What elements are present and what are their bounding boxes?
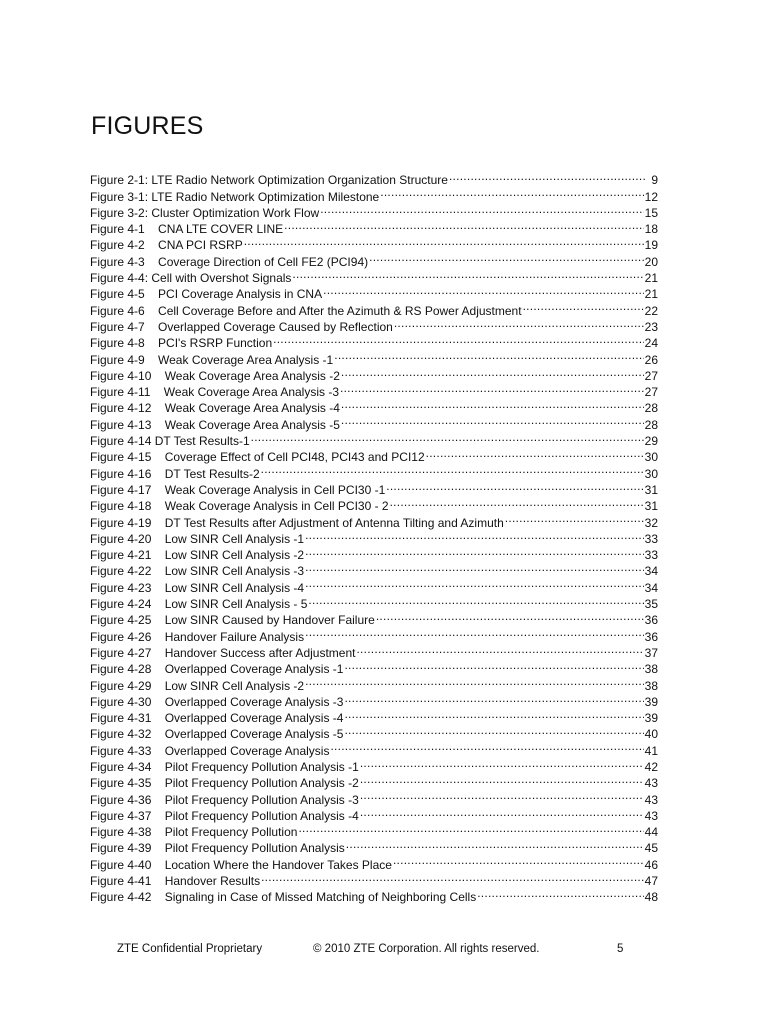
footer-confidential: ZTE Confidential Proprietary: [117, 943, 263, 955]
toc-entry-page: 32: [644, 515, 658, 530]
toc-entry-label: Figure 4-31 Overlapped Coverage Analysis -4: [90, 711, 344, 726]
toc-entry-page: 47: [644, 874, 658, 889]
toc-entry-page: 39: [644, 694, 658, 709]
toc-entry-page: 33: [644, 531, 658, 546]
toc-dot-leader: [505, 510, 644, 526]
toc-entry-label: Figure 4-3 Coverage Direction of Cell FE2 (PCI94): [90, 254, 369, 269]
toc-dot-leader: [298, 820, 643, 836]
toc-dot-leader: [305, 543, 644, 559]
toc-entry-label: Figure 4-30 Overlapped Coverage Analysis -3: [90, 694, 344, 709]
toc-dot-leader: [305, 673, 644, 689]
toc-entry-label: Figure 4-36 Pilot Frequency Pollution Analysis -3: [90, 792, 359, 807]
toc-entry-page: 27: [644, 385, 658, 400]
toc-dot-leader: [393, 852, 644, 868]
toc-entry-label: Figure 4-7 Overlapped Coverage Caused by Reflection: [90, 319, 393, 334]
page-title: FIGURES: [91, 112, 204, 140]
toc-entry-page: 34: [644, 580, 658, 595]
toc-dot-leader: [334, 347, 643, 363]
toc-dot-leader: [340, 380, 644, 396]
toc-dot-leader: [330, 738, 643, 754]
toc-entry-page: 29: [644, 434, 658, 449]
toc-dot-leader: [305, 527, 644, 543]
toc-entry-label: Figure 4-28 Overlapped Coverage Analysis -1: [90, 662, 344, 677]
toc-entry-page: 36: [644, 613, 658, 628]
toc-entry-page: 23: [644, 319, 658, 334]
toc-entry-page: 43: [644, 792, 658, 807]
toc-dot-leader: [273, 331, 644, 347]
toc-entry-page: 39: [644, 711, 658, 726]
toc-entry-label: Figure 4-41 Handover Results: [90, 874, 261, 889]
toc-entry-label: Figure 3-1: LTE Radio Network Optimization Milestone: [90, 189, 380, 204]
toc-entry-label: Figure 4-1 CNA LTE COVER LINE: [90, 222, 284, 237]
toc-entry-label: Figure 4-32 Overlapped Coverage Analysis -5: [90, 727, 344, 742]
toc-dot-leader: [394, 315, 644, 331]
toc-entry-page: 45: [644, 841, 658, 856]
toc-dot-leader: [284, 217, 643, 233]
toc-dot-leader: [426, 445, 644, 461]
toc-entry-page: 19: [644, 238, 658, 253]
toc-dot-leader: [346, 836, 644, 852]
toc-entry-label: Figure 4-14 DT Test Results-1: [90, 434, 250, 449]
toc-entry-label: Figure 4-24 Low SINR Cell Analysis - 5: [90, 597, 308, 612]
toc-dot-leader: [390, 494, 644, 510]
toc-dot-leader: [376, 608, 644, 624]
toc-dot-leader: [380, 184, 643, 200]
toc-dot-leader: [449, 168, 647, 184]
toc-entry-page: 9: [651, 173, 658, 188]
toc-entry-label: Figure 4-34 Pilot Frequency Pollution Analysis -1: [90, 759, 359, 774]
toc-entry-label: Figure 4-40 Location Where the Handover Takes Place: [90, 857, 392, 872]
toc-entry-label: Figure 2-1: LTE Radio Network Optimization Organization Structure: [90, 173, 448, 188]
toc-entry-page: 41: [644, 743, 658, 758]
toc-entry-page: 21: [644, 287, 658, 302]
toc-entry-label: Figure 4-12 Weak Coverage Area Analysis -4: [90, 401, 340, 416]
toc-entry-page: 36: [644, 629, 658, 644]
toc-entry-page: 21: [644, 271, 658, 286]
figure-list: [90, 168, 658, 905]
toc-entry-page: 46: [644, 857, 658, 872]
toc-entry-page: 44: [644, 825, 658, 840]
toc-dot-leader: [261, 869, 644, 885]
toc-entry-label: Figure 4-9 Weak Coverage Area Analysis -1: [90, 352, 334, 367]
toc-entry-page: 30: [644, 450, 658, 465]
toc-dot-leader: [386, 478, 643, 494]
footer-copyright: © 2010 ZTE Corporation. All rights reserved.: [313, 943, 540, 955]
toc-dot-leader: [261, 461, 644, 477]
toc-entry-page: 24: [644, 336, 658, 351]
toc-entry-page: 34: [644, 564, 658, 579]
toc-entry-page: 28: [644, 417, 658, 432]
toc-entry-label: Figure 4-29 Low SINR Cell Analysis -2: [90, 678, 305, 693]
toc-dot-leader: [360, 755, 644, 771]
toc-entry-page: 30: [644, 466, 658, 481]
toc-dot-leader: [477, 885, 643, 901]
toc-dot-leader: [320, 201, 643, 217]
toc-entry-label: Figure 4-33 Overlapped Coverage Analysis: [90, 743, 330, 758]
toc-entry-page: 38: [644, 678, 658, 693]
toc-entry-page: 22: [644, 303, 658, 318]
toc-dot-leader: [244, 233, 644, 249]
toc-dot-leader: [251, 429, 644, 445]
toc-dot-leader: [341, 412, 644, 428]
toc-entry-page: 15: [644, 205, 658, 220]
toc-dot-leader: [341, 396, 644, 412]
toc-entry-page: 31: [644, 499, 658, 514]
toc-entry-label: Figure 4-26 Handover Failure Analysis: [90, 629, 305, 644]
toc-dot-leader: [356, 641, 643, 657]
toc-dot-leader: [305, 559, 644, 575]
toc-entry-page: 43: [644, 808, 658, 823]
toc-entry-page: 35: [644, 597, 658, 612]
toc-dot-leader: [360, 787, 644, 803]
toc-entry-label: Figure 4-27 Handover Success after Adjustment: [90, 645, 356, 660]
toc-dot-leader: [292, 266, 643, 282]
toc-entry-label: Figure 3-2: Cluster Optimization Work Flow: [90, 205, 320, 220]
toc-dot-leader: [360, 771, 644, 787]
toc-entry-label: Figure 4-23 Low SINR Cell Analysis -4: [90, 580, 305, 595]
toc-entry-label: Figure 4-2 CNA PCI RSRP: [90, 238, 243, 253]
toc-entry[interactable]: [90, 168, 658, 188]
toc-dot-leader: [344, 706, 643, 722]
toc-entry-page: 26: [644, 352, 658, 367]
toc-entry-label: Figure 4-39 Pilot Frequency Pollution Analysis: [90, 841, 345, 856]
toc-entry-page: 42: [644, 759, 658, 774]
toc-entry-label: Figure 4-10 Weak Coverage Area Analysis -2: [90, 368, 340, 383]
toc-entry-label: Figure 4-20 Low SINR Cell Analysis -1: [90, 531, 305, 546]
toc-entry-label: Figure 4-35 Pilot Frequency Pollution Analysis -2: [90, 776, 359, 791]
toc-entry-label: Figure 4-11 Weak Coverage Area Analysis -3: [90, 385, 340, 400]
toc-entry-label: Figure 4-42 Signaling in Case of Missed Matching of Neighboring Cells: [90, 890, 477, 905]
toc-entry-label: Figure 4-13 Weak Coverage Area Analysis -5: [90, 417, 340, 432]
toc-entry-page: 27: [644, 368, 658, 383]
toc-entry-label: Figure 4-4: Cell with Overshot Signals: [90, 271, 292, 286]
toc-entry-label: Figure 4-15 Coverage Effect of Cell PCI48, PCI43 and PCI12: [90, 450, 425, 465]
toc-entry-page: 20: [644, 254, 658, 269]
footer-page-number: 5: [617, 943, 624, 955]
toc-dot-leader: [344, 690, 643, 706]
toc-dot-leader: [308, 592, 643, 608]
toc-entry-label: Figure 4-16 DT Test Results-2: [90, 466, 260, 481]
toc-entry-label: Figure 4-37 Pilot Frequency Pollution Analysis -4: [90, 808, 359, 823]
toc-dot-leader: [344, 722, 643, 738]
toc-entry-page: 37: [644, 645, 658, 660]
toc-entry-label: Figure 4-17 Weak Coverage Analysis in Cell PCI30 -1: [90, 482, 386, 497]
toc-dot-leader: [344, 657, 643, 673]
toc-entry-page: 33: [644, 548, 658, 563]
toc-entry-page: 40: [644, 727, 658, 742]
toc-entry-label: Figure 4-5 PCI Coverage Analysis in CNA: [90, 287, 323, 302]
toc-entry-page: 31: [644, 482, 658, 497]
toc-entry-label: Figure 4-25 Low SINR Caused by Handover Failure: [90, 613, 375, 628]
toc-dot-leader: [523, 298, 644, 314]
toc-entry-page: 18: [644, 222, 658, 237]
toc-entry-label: Figure 4-38 Pilot Frequency Pollution: [90, 825, 298, 840]
toc-entry-page: 12: [644, 189, 658, 204]
toc-dot-leader: [369, 249, 644, 265]
toc-entry-label: Figure 4-22 Low SINR Cell Analysis -3: [90, 564, 305, 579]
toc-entry-label: Figure 4-6 Cell Coverage Before and After the Azimuth & RS Power Adjustment: [90, 303, 522, 318]
toc-entry-label: Figure 4-21 Low SINR Cell Analysis -2: [90, 548, 305, 563]
toc-entry-label: Figure 4-8 PCI's RSRP Function: [90, 336, 273, 351]
toc-entry-page: 43: [644, 776, 658, 791]
toc-entry-label: Figure 4-18 Weak Coverage Analysis in Cell PCI30 - 2: [90, 499, 389, 514]
toc-entry-label: Figure 4-19 DT Test Results after Adjustment of Antenna Tilting and Azimuth: [90, 515, 504, 530]
toc-entry-page: 48: [644, 890, 658, 905]
toc-dot-leader: [305, 624, 644, 640]
toc-dot-leader: [305, 575, 644, 591]
toc-dot-leader: [360, 804, 644, 820]
toc-entry-page: 28: [644, 401, 658, 416]
toc-dot-leader: [341, 364, 644, 380]
toc-entry-page: 38: [644, 662, 658, 677]
toc-dot-leader: [323, 282, 644, 298]
